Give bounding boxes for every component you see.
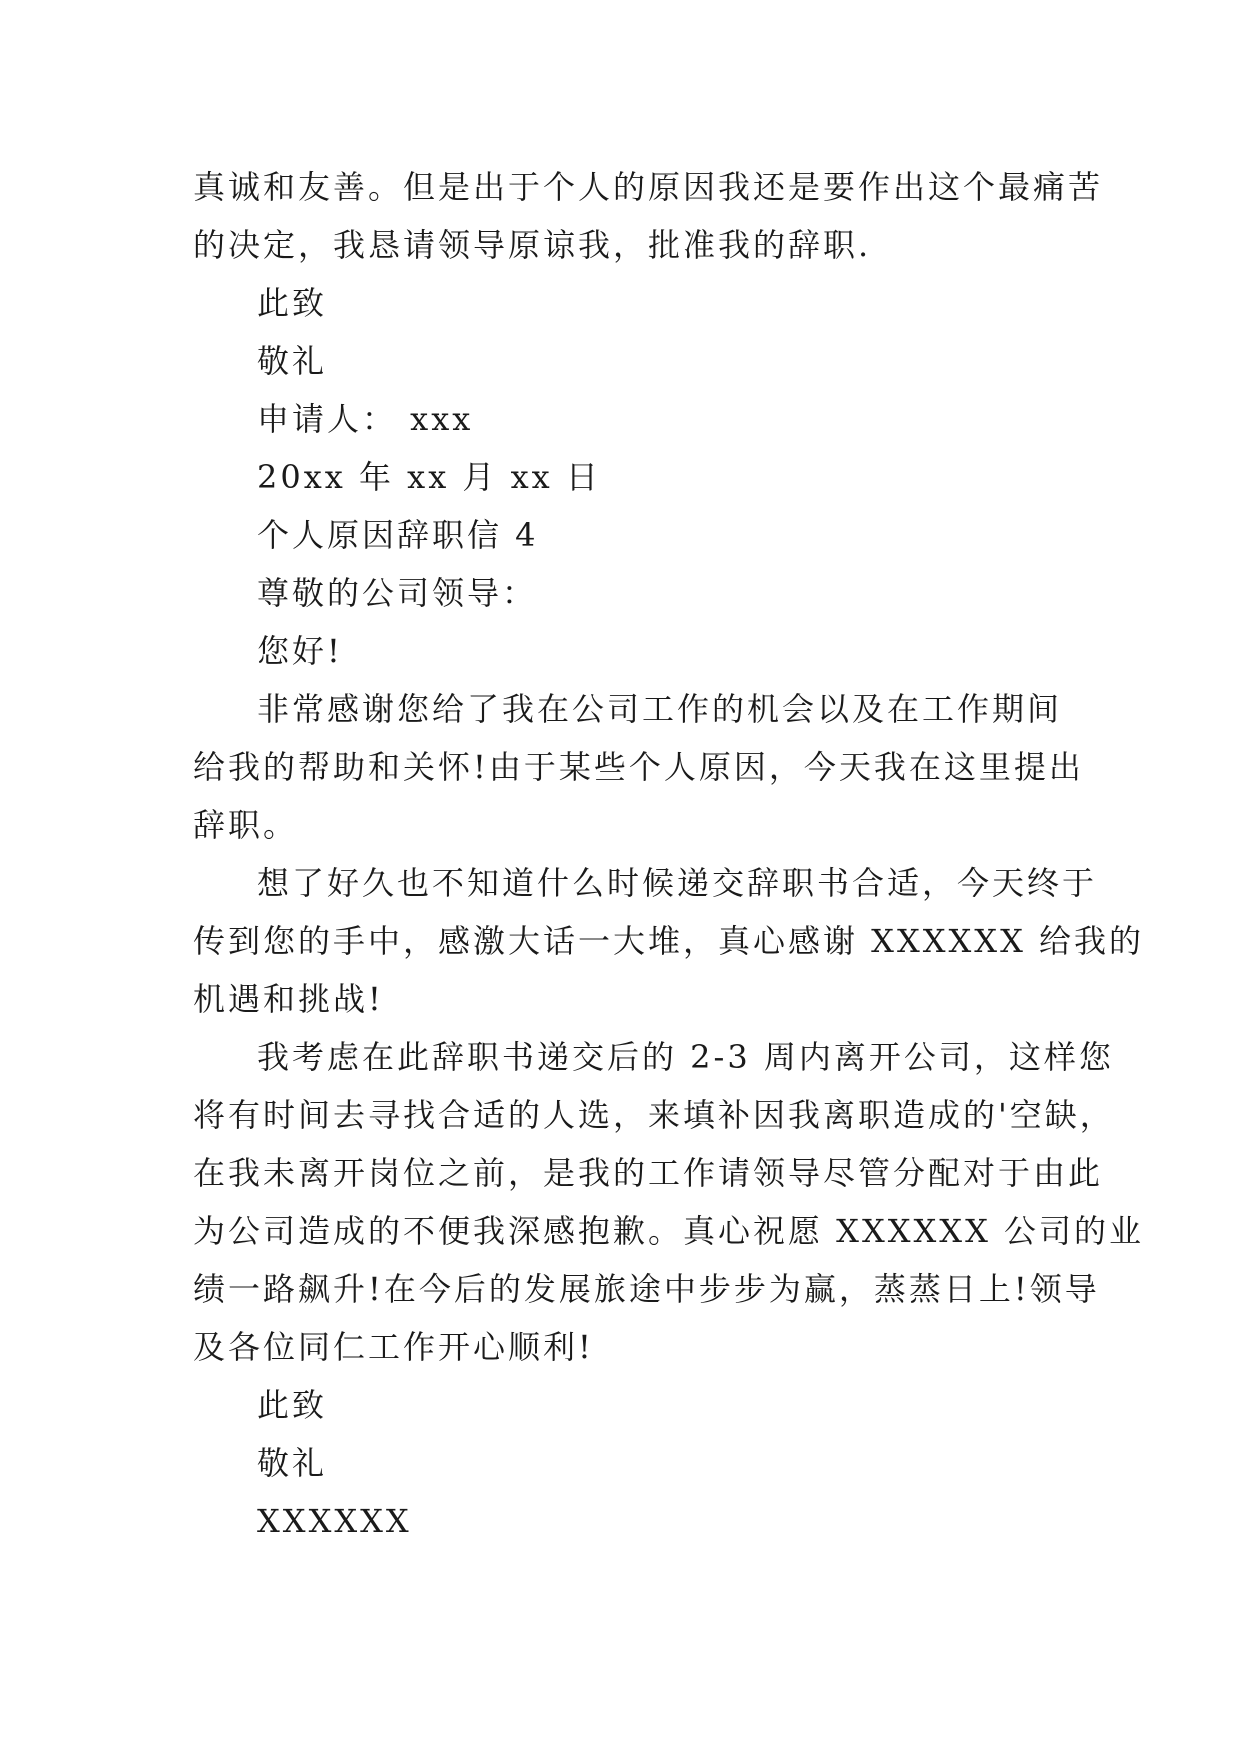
paragraph-line: 及各位同仁工作开心顺利! — [193, 1328, 594, 1366]
greeting-hello: 您好! — [257, 632, 343, 670]
paragraph-line: 将有时间去寻找合适的人选，来填补因我离职造成的'空缺， — [193, 1096, 1115, 1134]
closing-regards: 敬礼 — [257, 1444, 328, 1482]
paragraph-line: 传到您的手中，感激大话一大堆，真心感谢 XXXXXX 给我的 — [193, 922, 1145, 960]
paragraph-line: 真诚和友善。但是出于个人的原因我还是要作出这个最痛苦 — [193, 168, 1104, 206]
applicant-line: 申请人： xxx — [257, 400, 474, 438]
closing-salutation: 此致 — [257, 1386, 328, 1424]
letter-title: 个人原因辞职信 4 — [257, 516, 539, 554]
paragraph-line: 绩一路飙升!在今后的发展旅途中步步为赢，蒸蒸日上!领导 — [193, 1270, 1100, 1308]
letter-body — [193, 158, 1145, 1550]
paragraph-line: 在我未离开岗位之前，是我的工作请领导尽管分配对于由此 — [193, 1154, 1104, 1192]
paragraph-line: 辞职。 — [193, 806, 299, 844]
paragraph-line: 为公司造成的不便我深感抱歉。真心祝愿 XXXXXX 公司的业 — [193, 1212, 1145, 1250]
closing-regards: 敬礼 — [257, 342, 328, 380]
paragraph-line: 机遇和挑战! — [193, 980, 384, 1018]
paragraph-line: 想了好久也不知道什么时候递交辞职书合适，今天终于 — [257, 864, 1098, 902]
paragraph-line: 的决定，我恳请领导原谅我，批准我的辞职. — [193, 226, 872, 264]
closing-salutation: 此致 — [257, 284, 328, 322]
paragraph-line: 非常感谢您给了我在公司工作的机会以及在工作期间 — [257, 690, 1063, 728]
paragraph-line: 我考虑在此辞职书递交后的 2-3 周内离开公司，这样您 — [257, 1038, 1114, 1076]
signature-line: XXXXXX — [257, 1502, 412, 1540]
paragraph-line: 给我的帮助和关怀!由于某些个人原因，今天我在这里提出 — [193, 748, 1084, 786]
date-line: 20xx 年 xx 月 xx 日 — [257, 458, 601, 496]
greeting-line: 尊敬的公司领导： — [257, 574, 538, 612]
